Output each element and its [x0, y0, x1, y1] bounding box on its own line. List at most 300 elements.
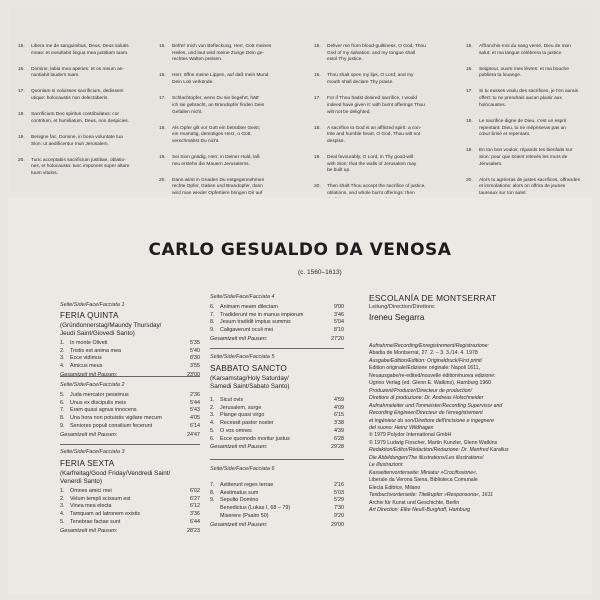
track-number: 3. — [210, 412, 215, 419]
verse-number: 16. — [466, 66, 473, 72]
verse-line: Sei Sion gnädig, Herr, in Deiner Huld, laß — [172, 154, 260, 160]
track-duration: 4'05 — [189, 415, 200, 422]
side-label-text: Seite/Side/Face/Facciata — [210, 354, 270, 360]
verse-line: Gefallen nicht. — [172, 109, 203, 115]
credit-line: et ingénieur du son/Direttore dell'incisione e ingegnere — [369, 417, 494, 424]
track-number — [210, 505, 220, 513]
credit-line: Ugrino Verlag (ed. Glenn E. Watkins), Hamburg 1960 — [369, 380, 492, 387]
track-row — [60, 363, 200, 371]
track-number: 8. — [210, 319, 215, 326]
verse-line: with Sion: that the walls of Jerusalem may — [327, 161, 417, 167]
verse-line: verschmähst Du nicht. — [172, 138, 220, 144]
verse-line: Thou shalt open my lips, O Lord; and my — [327, 73, 414, 79]
verse — [18, 89, 148, 102]
side-3-label — [60, 449, 124, 455]
verse-line: Alors tu agréeras de justes sacrifices, offrandes — [479, 177, 580, 183]
credit-line: Aufnahme/Recording/Enregistrement/Registrazione: — [369, 343, 489, 349]
verse-number: 17. — [159, 96, 166, 102]
side-4-tracks — [210, 304, 344, 344]
track-number: 2. — [60, 495, 65, 502]
verse-line: mouth shall declare Thy praise. — [327, 80, 394, 86]
track-title: Aestimatus sum — [220, 489, 259, 496]
track-duration: 7'30 — [333, 505, 344, 512]
total-time-row — [210, 444, 344, 452]
verse-line: Domine, labia mea aperies: et os meum an- — [31, 66, 125, 72]
credit-line: Edition originale/Edizione originale: Napoli 1611, — [369, 365, 480, 372]
verse-line: ich sie gebracht, an Brandopfer finden Dein — [172, 102, 265, 108]
psalm-text-block — [10, 8, 592, 197]
verse — [466, 44, 596, 57]
track-number: 4. — [210, 420, 215, 427]
side-5-tracks — [210, 397, 344, 452]
track-number: 2. — [60, 347, 65, 354]
track-title: Jesum tradidit impius summis — [220, 319, 291, 326]
side-label-text: Seite/Side/Face/Facciata — [60, 302, 120, 308]
verse — [159, 96, 299, 116]
verse-number: 18. — [314, 125, 321, 131]
verse — [314, 126, 452, 146]
track-row — [60, 348, 200, 356]
side-6-tracks — [210, 482, 344, 529]
track-duration: 6'44 — [189, 518, 200, 525]
side-5-label — [210, 354, 274, 360]
subtitle-line: (Gründonnerstag/Maundy Thursday/ — [60, 322, 162, 329]
track-number — [210, 513, 220, 521]
track-row — [60, 392, 200, 400]
verse-line: Sion: pour que soient relevés les murs de — [479, 154, 568, 160]
verse — [466, 89, 596, 109]
tracklist-panel — [8, 198, 592, 594]
verse-line: rechtes Walten preisen. — [172, 57, 223, 63]
track-title: In monte Oliveti — [70, 340, 108, 346]
verse-line: be built up. — [327, 168, 351, 174]
track-title: Seniores populi consilium fecerunt — [70, 422, 153, 429]
track-duration: 6'15 — [333, 412, 344, 419]
track-title: O vos omnes — [220, 427, 252, 434]
total-time-row — [60, 528, 200, 536]
german-column — [159, 44, 299, 214]
side-3-subtitle — [60, 470, 170, 486]
track-title: Una hora non potuistis vigilare mecum — [70, 415, 162, 422]
track-title: Recessit pastor noster — [220, 420, 274, 427]
side-3-title: FERIA SEXTA — [60, 459, 115, 468]
track-title: Miserere (Psalm 50) — [220, 512, 269, 519]
track-row — [210, 420, 344, 428]
track-number: 3. — [60, 503, 65, 510]
verse-line: offert: tu ne prendrais aucun plaisir aux — [479, 96, 562, 102]
track-title: Astiterunt reges terrae — [220, 482, 274, 488]
verse-line: Sion: ut aedificentur muri Jerusalem. — [31, 141, 109, 147]
subtitle-line: Samedi Saint/Sabato Santo) — [210, 383, 290, 391]
track-row — [210, 412, 344, 420]
side-number: 5 — [271, 354, 275, 360]
track-row — [60, 496, 200, 504]
side-number: 6 — [271, 466, 275, 472]
verse-number: 17. — [466, 89, 473, 95]
track-number: 5. — [60, 392, 65, 398]
verse-line: utique: holocaustis non delectaberis. — [31, 96, 109, 102]
track-number: 6. — [210, 435, 215, 442]
track-duration: 4'39 — [333, 427, 344, 434]
track-title: Ecce quomodo moritur justus — [220, 435, 290, 442]
verse-line: indeed have given it: with burnt offerings Thou — [327, 102, 425, 108]
side-number: 2 — [121, 382, 125, 388]
side-label-text: Seite/Side/Face/Facciata — [60, 382, 120, 388]
credit-line: Ausgabe/Edition/Edition: Originaldruck/First print/ — [369, 357, 483, 364]
credit-line: Textbuchvorderseite: Titelkupfer »Responsoria«, 1611 — [369, 492, 493, 499]
total-label: Gesamtzeit mit Pausen: — [210, 444, 268, 451]
track-title: Sepulto Domino — [220, 497, 259, 504]
divider — [210, 459, 344, 460]
verse-number: 18. — [18, 112, 25, 118]
track-duration: 9'00 — [333, 304, 344, 310]
side-3-tracks — [60, 488, 200, 535]
verse-line: Libera me de sanguinibus, Deus, Deus salutis — [31, 44, 129, 49]
track-duration: 6'12 — [189, 503, 200, 510]
credit-line: Electa Editrice, Milano — [369, 484, 421, 491]
latin-column — [18, 44, 148, 187]
track-number: 6. — [60, 399, 65, 406]
verse-line: nuntiabit laudem tuam. — [31, 73, 80, 79]
track-title: Amicus meus — [70, 363, 103, 370]
side-4-label — [210, 294, 274, 300]
verse — [314, 44, 452, 64]
total-label: Gesamtzeit mit Pausen: — [210, 521, 268, 528]
track-number: 5. — [210, 427, 215, 434]
track-title: Tradiderunt me in manus impiorum — [220, 311, 304, 318]
track-duration: 5'03 — [333, 489, 344, 496]
verse-number: 16. — [18, 66, 25, 72]
verse — [466, 119, 596, 139]
track-duration: 5'43 — [189, 407, 200, 414]
verse-number: 15. — [18, 44, 25, 49]
side-1-subtitle — [60, 322, 161, 338]
track-number: 9. — [60, 422, 65, 429]
track-number: 8. — [210, 489, 215, 496]
track-row — [210, 312, 344, 320]
track-row — [210, 327, 344, 335]
total-label: Gesamtzeit mit Pausen: — [60, 371, 118, 378]
side-label-text: Seite/Side/Face/Facciata — [210, 294, 270, 300]
verse-line: rechte Opfer, Gaben und Brandopfer, dann — [172, 184, 263, 190]
verse-number: 17. — [314, 96, 321, 102]
track-title: Tamquam ad latronem existis — [70, 511, 141, 518]
verse-line: Jérusalem. — [479, 161, 503, 167]
english-column — [314, 44, 452, 214]
track-row — [210, 436, 344, 444]
side-5-title: SABBATO SANCTO — [210, 364, 287, 373]
track-duration: 6'02 — [189, 488, 200, 494]
verse-line: et immolations: alors on offrira de jeunes — [479, 184, 566, 190]
track-title: Benedictus (Lukas I, 68 – 79) — [220, 505, 291, 512]
credit-line: Produzent/Producer/Directeur de production/ — [369, 387, 472, 394]
track-title: Jerusalem, surge — [220, 404, 262, 411]
verse-line: Heiles, und laut wird meine Zunge Dein ge- — [172, 50, 264, 56]
track-title: Animam meam dilectam — [220, 304, 278, 310]
credit-line: Abadia de Montserrat, 27. 2. – 3. 3./14. 4. 1978 — [369, 350, 478, 357]
subtitle-line: Venerdì Santo) — [60, 478, 103, 486]
credit-line: ℗ 1979 Polydor International GmbH — [369, 432, 452, 439]
credit-line: Aufnahmeleiter und Tonmeister/Recording Supervisor and — [369, 402, 503, 409]
verse-line: publiera ta louange. — [479, 73, 522, 79]
total-time-row — [210, 336, 344, 344]
verse-number: 16. — [159, 73, 166, 79]
total-time: 28'23 — [186, 527, 200, 534]
track-row — [60, 400, 200, 408]
track-number: 7. — [60, 407, 65, 414]
track-row — [60, 488, 200, 496]
side-6-label — [210, 466, 274, 472]
track-duration: 2'36 — [189, 392, 200, 398]
conductor-label: Leitung/Direction/Direttore: — [369, 304, 436, 310]
track-row — [210, 497, 344, 505]
track-number: 9. — [210, 497, 215, 504]
track-duration: 3'38 — [333, 420, 344, 427]
verse-number: 19. — [159, 154, 166, 160]
total-time: 27'20 — [330, 335, 344, 342]
total-time-row — [60, 432, 200, 440]
track-duration: 6'14 — [189, 422, 200, 429]
total-label: Gesamtzeit mit Pausen: — [60, 431, 118, 438]
verse — [466, 67, 596, 80]
track-number: 6. — [210, 304, 215, 310]
verse-line: Sacrificium Deo spiritus contribulatus: cor — [31, 112, 119, 118]
side-1-label — [60, 302, 124, 308]
track-title: Sicut ovis — [220, 397, 244, 403]
track-row — [60, 407, 200, 415]
track-duration: 4'59 — [333, 397, 344, 403]
track-number: 3. — [60, 355, 65, 362]
track-number: 5. — [60, 518, 65, 525]
verse-line: Seigneur, ouvre mes lèvres: et ma bouche — [479, 66, 569, 72]
french-column — [466, 44, 596, 207]
side-number: 1 — [121, 302, 125, 308]
verse-number: 17. — [18, 89, 25, 95]
track-duration: 2'16 — [333, 482, 344, 488]
verse-line: nes, et holocausta: tunc imponent super altare — [31, 164, 130, 170]
track-row — [60, 519, 200, 527]
subtitle-line: Jeudi Saint/Giovedì Santo) — [60, 330, 135, 338]
track-row — [210, 490, 344, 498]
side-label-text: Seite/Side/Face/Facciata — [210, 466, 270, 472]
track-row — [210, 405, 344, 413]
track-number: 7. — [210, 311, 215, 318]
track-row — [210, 304, 344, 312]
track-duration: 5'44 — [189, 399, 200, 406]
track-duration: 8'30 — [189, 355, 200, 362]
track-row — [60, 423, 200, 431]
track-duration: 5'04 — [333, 319, 344, 326]
verse-line: despise. — [327, 138, 345, 144]
side-1-title: FERIA QUINTA — [60, 311, 119, 320]
track-duration: 6'27 — [189, 495, 200, 502]
track-duration: 3'46 — [333, 311, 344, 318]
verse-line: Befrei' mich von Befleckung, Herr, Gott meines — [172, 44, 272, 49]
verse-number: 15. — [314, 44, 321, 49]
verse-number: 15. — [466, 44, 473, 49]
verse-line: taureaux sur ton autel. — [479, 191, 527, 197]
verse — [314, 73, 452, 86]
track-title: Caligaverunt oculi mei — [220, 327, 274, 334]
credit-line: Die Abbildungen/The illustrations/Les illustrations/ — [369, 454, 484, 461]
verse-number: 19. — [466, 148, 473, 154]
divider — [60, 444, 200, 445]
track-duration: 3'55 — [189, 363, 200, 370]
track-row — [60, 503, 200, 511]
ensemble-title: ESCOLANÍA DE MONTSERRAT — [369, 293, 497, 303]
verse-line: Herr, öffne meine Lippen, auf daß mein Mund — [172, 73, 269, 79]
track-row — [210, 319, 344, 327]
track-number: 9. — [210, 327, 215, 334]
verse-line: Dein Lob verkünde. — [172, 80, 214, 86]
total-label: Gesamtzeit mit Pausen: — [210, 335, 268, 342]
verse-number: 16. — [314, 73, 321, 79]
verse — [18, 135, 148, 148]
credit-line: Le illustrazioni: — [369, 462, 404, 469]
track-row — [210, 505, 344, 513]
verse-line: meae: et exsultabit lingua mea justitiam tuam. — [31, 50, 129, 56]
verse-line: wird man wieder Opfertiere bringen Dir auf — [172, 191, 263, 197]
subtitle-line: (Karfreitag/Good Friday/Vendredi Saint/ — [60, 470, 171, 477]
verse-line: ein reumütig, demütiges Herz, o Gott, — [172, 132, 252, 138]
track-title: Tenebrae factae sunt — [70, 518, 121, 525]
verse-line: salut: et ma langue célébrera ta justice. — [479, 50, 563, 56]
verse — [159, 155, 299, 168]
verse — [159, 126, 299, 146]
verse — [18, 67, 148, 80]
track-title: Unus ex discipulis meis — [70, 399, 127, 406]
verse-line: Quoniam si voluisses sacrificium, dedissem — [31, 89, 124, 95]
track-number: 8. — [60, 415, 65, 422]
track-title: Vinea mea electa — [70, 503, 112, 510]
track-number: 1. — [60, 488, 65, 494]
track-row — [60, 415, 200, 423]
total-time: 29'00 — [330, 521, 344, 528]
side-2-label — [60, 382, 124, 388]
verse-number: 20. — [18, 157, 25, 163]
track-duration: 9'20 — [333, 512, 344, 519]
verse-line: Als Opfer gilt vor Gott ein betrübter Geist; — [172, 125, 260, 131]
verse — [159, 44, 299, 64]
side-number: 3 — [121, 449, 125, 455]
verse-number: 20. — [314, 184, 321, 190]
verse-line: extol Thy justice. — [327, 57, 363, 63]
verse-line: A sacrifice to God is an afflicted spirit: a con- — [327, 125, 422, 131]
verse-line: Deliver me from blood-guiltiness, O God, Thou — [327, 44, 426, 49]
verse-line: God of my salvation: and my tongue shall — [327, 50, 415, 56]
total-label: Gesamtzeit mit Pausen: — [60, 527, 118, 534]
track-title: Ecce vidimus — [70, 355, 102, 362]
verse — [314, 155, 452, 175]
composer-dates: (c. 1560–1613) — [298, 269, 342, 276]
track-number: 1. — [60, 340, 65, 346]
verse-line: cœur brisé et repentant. — [479, 132, 531, 138]
track-number: 7. — [210, 482, 215, 488]
track-title: Omnes amici mei — [70, 488, 112, 494]
track-row — [60, 355, 200, 363]
credit-line: Recording Engineer/Directeur de l'enregistrement — [369, 410, 483, 417]
verse-number: 19. — [314, 154, 321, 160]
verse-line: Affranchis-moi du sang versé, Dieu de mon — [479, 44, 571, 49]
track-title: Velum templi scissum est — [70, 495, 131, 502]
track-row — [60, 511, 200, 519]
verse-line: Dann wirst in Gnaden Du entgegennehmen — [172, 177, 265, 183]
verse-line: wilt not be delighted. — [327, 109, 371, 115]
credit-line: Liberale da Verona Siena, Biblioteca Comunale — [369, 477, 478, 484]
track-row — [210, 397, 344, 405]
side-1-tracks — [60, 340, 200, 380]
verse-line: Then shalt Thou accept the sacrifice of justice, — [327, 184, 426, 190]
verse-line: oblations, and whole burnt offerings: then — [327, 191, 415, 197]
verse-line: repentant: Dieu, tu ne mépriseras pas un — [479, 125, 566, 131]
verse-line: En ton bon vouloir, répands tes bienfaits sur — [479, 148, 573, 154]
credit-line: Kassettenvorderseite: Miniatur »Crocifissione«, — [369, 469, 478, 476]
track-title: Plange quasi virgo — [220, 412, 265, 419]
verse — [159, 73, 299, 86]
credit-line: © 1979 Ludwig Finscher, Martin Kunzler, Glenn Watkins — [369, 439, 498, 446]
verse-line: Tunc acceptabis sacrificium justitiae, oblatio- — [31, 157, 126, 163]
verse — [466, 178, 596, 198]
side-5-subtitle — [210, 375, 289, 391]
verse — [18, 112, 148, 125]
track-row — [210, 428, 344, 436]
track-title: Tristis est anima mea — [70, 347, 122, 354]
credit-line: Archiv für Kunst und Geschichte, Berlin — [369, 499, 460, 506]
verse — [18, 44, 148, 57]
verse-line: neu erstehn die Mauern Jerusalems. — [172, 161, 250, 167]
track-row — [210, 482, 344, 490]
verse-line: tuum vitulos. — [31, 170, 58, 176]
track-duration: 3'36 — [189, 511, 200, 518]
credit-line: del suono: Heinz Wildhagen — [369, 424, 434, 431]
total-time: 24'47 — [186, 431, 200, 438]
credit-line: Redaktion/Editor/Rédaction/Redazione: Dr. Manfred Karallus — [369, 447, 509, 454]
verse-line: Deal favourably, O Lord, in Thy good-will — [327, 154, 414, 160]
conductor-name: Ireneu Segarra — [369, 312, 425, 322]
track-number: 1. — [210, 397, 215, 403]
verse-number: 20. — [159, 177, 166, 183]
verse-number: 18. — [159, 125, 166, 131]
verse-line: trite and humble heart, O God, Thou wilt not — [327, 132, 421, 138]
composer-title: CARLO GESUALDO DA VENOSA — [148, 240, 452, 260]
track-row — [210, 513, 344, 521]
verse-line: Le sacrifice digne de Dieu, c'est un esprit — [479, 118, 567, 124]
total-time-row — [210, 522, 344, 530]
verse-line: Si tu eusses voulu des sacrifices, je t'en aurais — [479, 89, 579, 95]
verse — [314, 96, 452, 116]
total-time: 29'28 — [330, 444, 344, 451]
verse-number: 18. — [466, 118, 473, 124]
track-number: 4. — [60, 511, 65, 518]
track-duration: 6'28 — [333, 435, 344, 442]
track-title: Eram quasi agnus innocens — [70, 407, 137, 414]
verse-line: For if Thou hadst desired sacrifice, I would — [327, 96, 418, 102]
verse-line: contritum, et humiliatum, Deus, non despicies. — [31, 118, 130, 124]
verse — [18, 158, 148, 178]
credit-line: Direttore di produzione: Dr. Andreas Holschneider — [369, 395, 484, 402]
track-number: 4. — [60, 363, 65, 370]
track-duration: 8'10 — [333, 327, 344, 334]
total-time: 23'00 — [186, 371, 200, 378]
verse-line: Schlachtopfer, wenn Du sie begehrt, hätt' — [172, 96, 260, 102]
verse-number: 20. — [466, 177, 473, 183]
divider — [210, 348, 344, 349]
side-label-text: Seite/Side/Face/Facciata — [60, 449, 120, 455]
credit-line: Neuausgabe/re-edited/nouvelle édition/nuova edizione: — [369, 372, 496, 379]
subtitle-line: (Karsamstag/Holy Saturday/ — [210, 375, 289, 382]
credits-block — [369, 343, 591, 514]
side-number: 4 — [271, 294, 275, 300]
